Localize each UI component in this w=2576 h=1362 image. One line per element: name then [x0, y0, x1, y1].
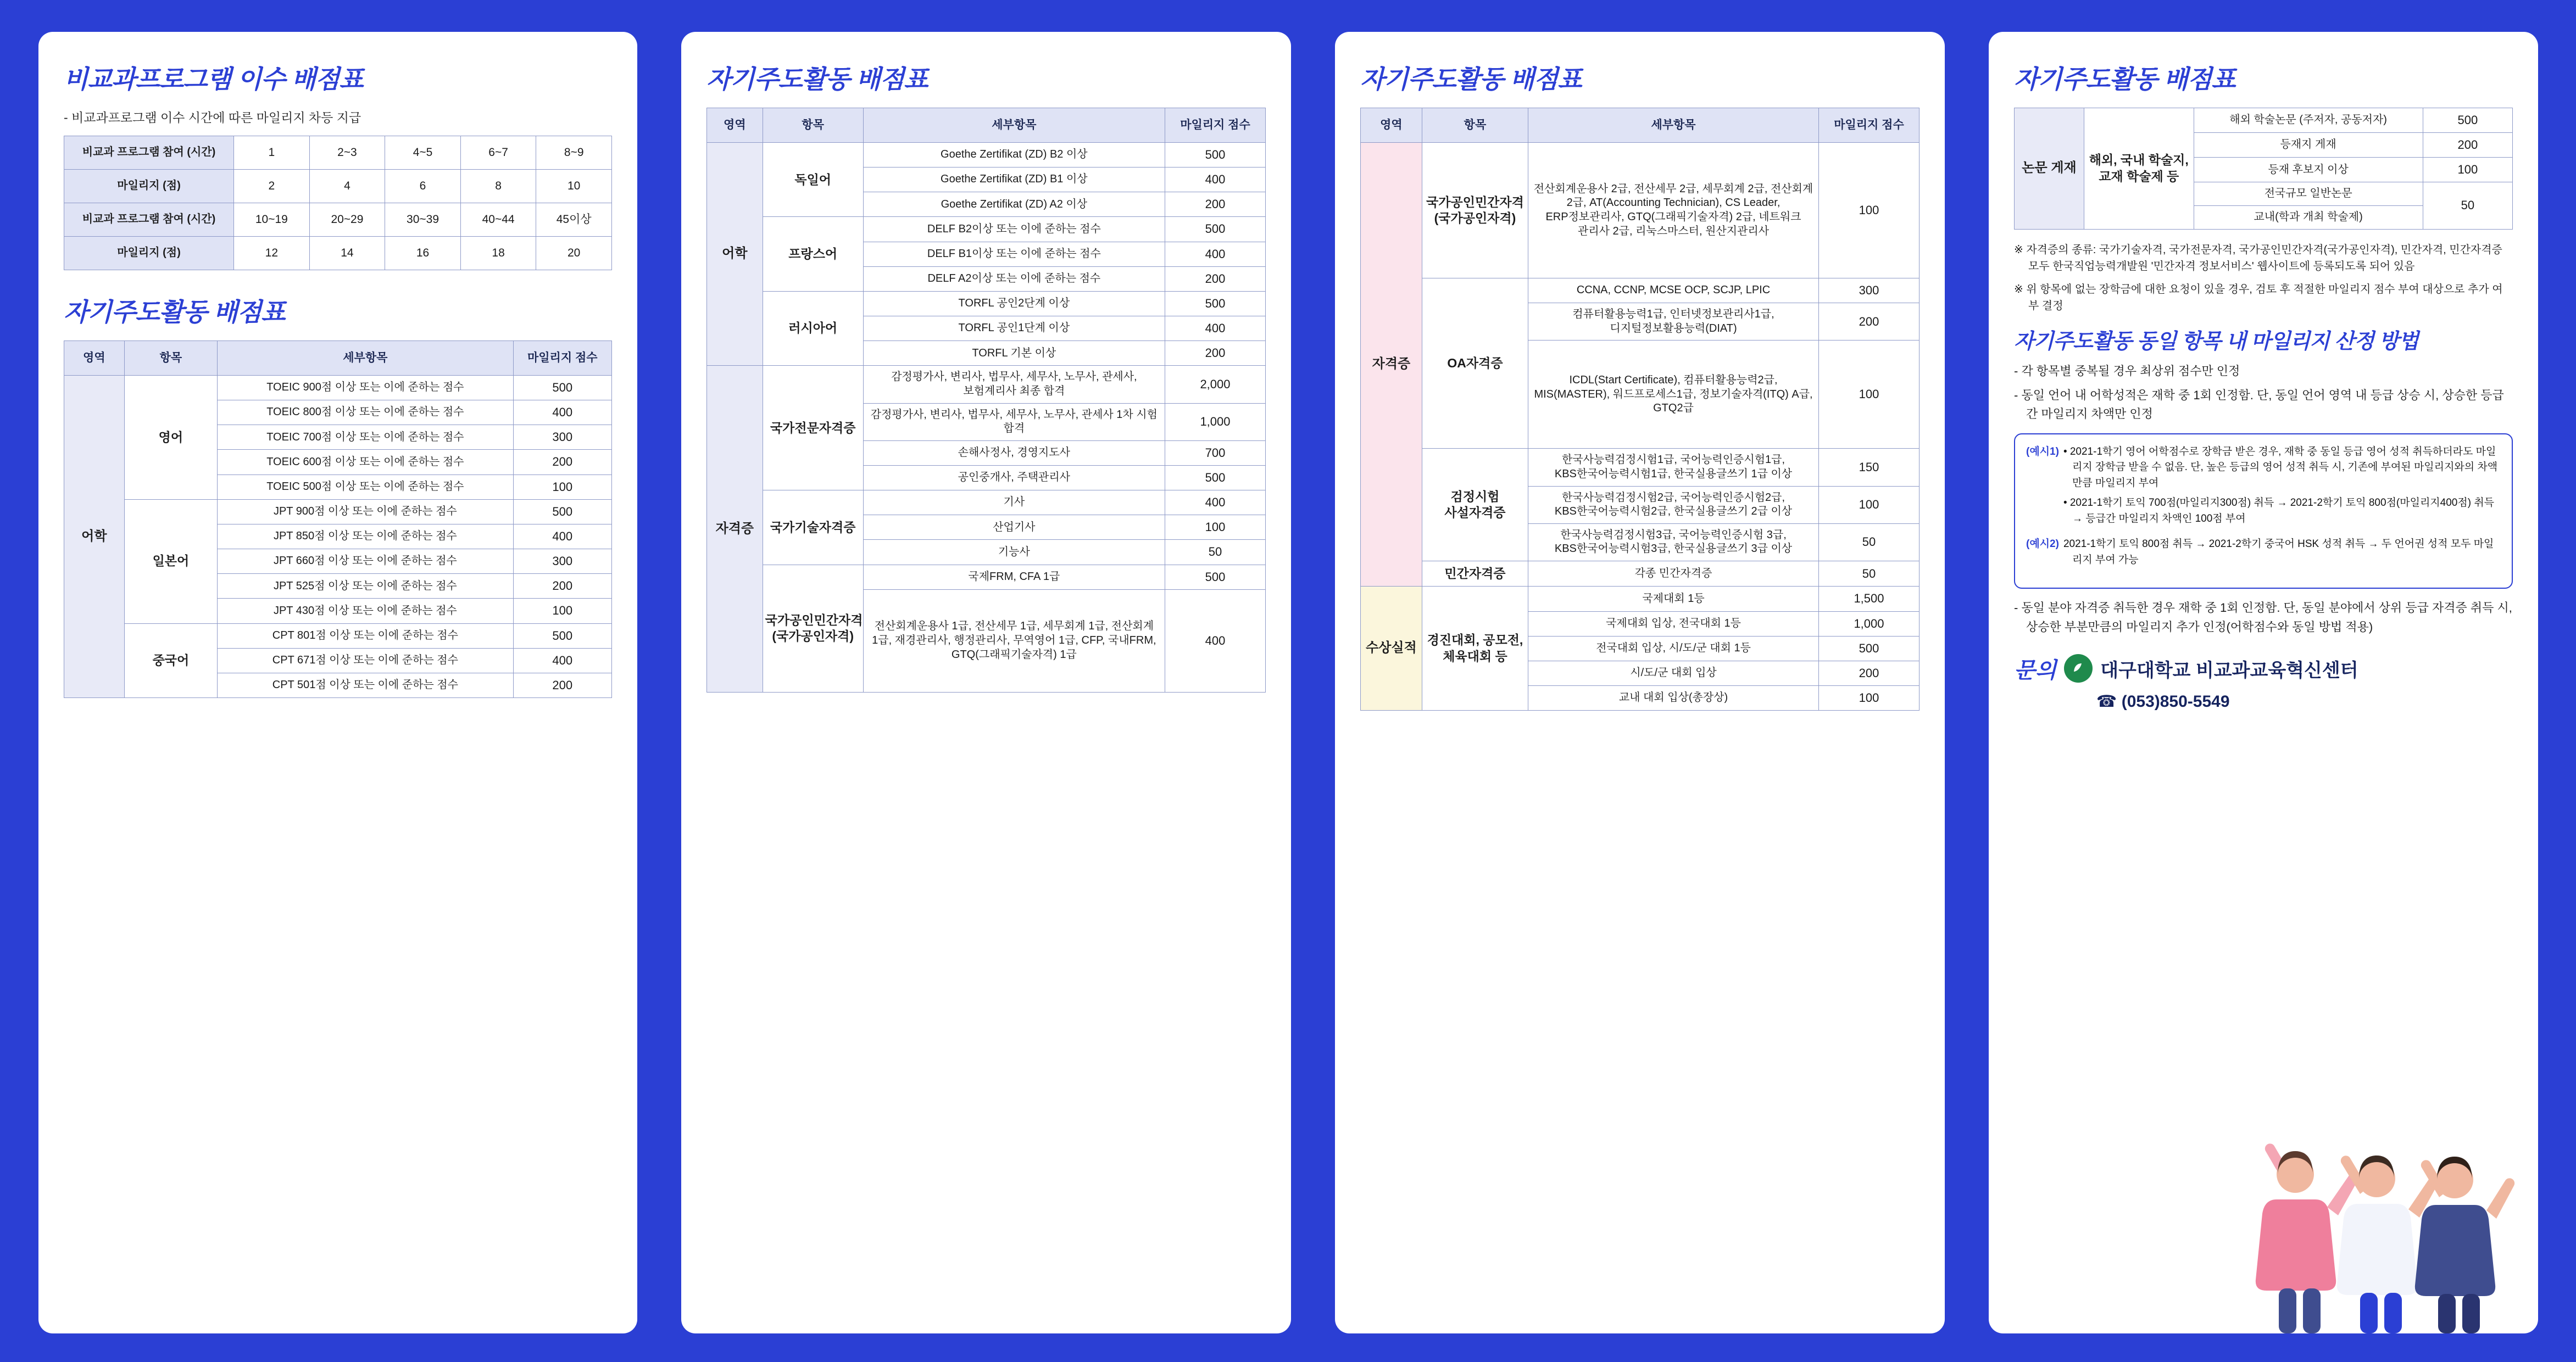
detail-cell: 한국사능력검정시험1급, 국어능력인증시험1급, KBS한국어능력시험1급, 한국실용글쓰기 1급 이상 — [1528, 449, 1819, 486]
detail-cell: TORFL 공인2단계 이상 — [863, 291, 1165, 316]
detail-cell: CPT 801점 이상 또는 이에 준하는 점수 — [218, 623, 513, 648]
leaf-icon — [2064, 654, 2093, 683]
rule-1: - 각 항목별 중복될 경우 최상위 점수만 인정 — [2014, 364, 2240, 378]
detail-cell: DELF B2이상 또는 이에 준하는 점수 — [863, 217, 1165, 242]
score-cell: 500 — [1165, 565, 1265, 589]
cell: 4~5 — [385, 136, 461, 170]
score-cell: 500 — [1165, 291, 1265, 316]
score-cell: 200 — [1818, 303, 1919, 340]
detail-cell: 산업기사 — [863, 515, 1165, 540]
table-row — [707, 490, 1266, 515]
item-cell: 중국어 — [124, 623, 217, 697]
detail-cell: JPT 430점 이상 또는 이에 준하는 점수 — [218, 599, 513, 623]
cell: 1 — [234, 136, 310, 170]
score-cell: 200 — [513, 673, 611, 697]
score-cell: 500 — [1165, 143, 1265, 168]
cell: 40~44 — [460, 203, 536, 237]
score-cell: 500 — [513, 623, 611, 648]
score-cell: 200 — [2423, 133, 2512, 158]
table-row — [1361, 143, 1920, 278]
score-cell: 100 — [1818, 340, 1919, 449]
method-title: 자기주도활동 동일 항목 내 마일리지 산정 방법 — [2014, 330, 2418, 353]
row-label: 비교과 프로그램 참여 (시간) — [64, 203, 234, 237]
score-cell: 100 — [1165, 515, 1265, 540]
col-item: 항목 — [763, 108, 863, 143]
cell: 14 — [309, 237, 385, 270]
detail-cell: Goethe Zertifikat (ZD) B2 이상 — [863, 143, 1165, 168]
card-extracurricular — [38, 32, 637, 1333]
table-row — [1361, 587, 1920, 611]
detail-cell: 기능사 — [863, 540, 1165, 565]
score-cell: 500 — [1165, 217, 1265, 242]
detail-cell: JPT 900점 이상 또는 이에 준하는 점수 — [218, 499, 513, 524]
item-cell: 국가전문자격증 — [763, 366, 863, 490]
score-cell: 500 — [513, 499, 611, 524]
area-cell: 어학 — [64, 376, 125, 698]
score-cell: 100 — [1818, 143, 1919, 278]
score-cell: 500 — [1165, 465, 1265, 490]
score-cell: 400 — [1165, 242, 1265, 266]
card-paper-and-rules — [1989, 32, 2538, 1333]
table-row — [707, 143, 1266, 168]
score-cell: 400 — [1165, 168, 1265, 192]
table-header-row — [1361, 108, 1920, 143]
row-label: 마일리지 (점) — [64, 170, 234, 203]
col-area: 영역 — [1361, 108, 1422, 143]
score-cell: 200 — [1165, 341, 1265, 366]
detail-cell: CPT 501점 이상 또는 이에 준하는 점수 — [218, 673, 513, 697]
example-1-line-2: • 2021-1학기 토익 700점(마일리지300점) 취득 → 2021-2학기 토익 800점(마일리지400점) 취득 → 등급간 마일리지 차액인 100점 부여 — [2063, 497, 2495, 524]
score-cell: 50 — [1818, 561, 1919, 586]
note-text: - 비교과프로그램 이수 시간에 따른 마일리지 차등 지급 — [64, 110, 361, 125]
row-label: 비교과 프로그램 참여 (시간) — [64, 136, 234, 170]
table-header-row — [64, 341, 612, 376]
detail-cell: TORFL 기본 이상 — [863, 341, 1165, 366]
col-area: 영역 — [707, 108, 763, 143]
score-cell: 400 — [1165, 589, 1265, 692]
page-title: 자기주도활동 배점표 — [706, 65, 928, 93]
area-cell: 자격증 — [707, 366, 763, 692]
detail-cell: CPT 671점 이상 또는 이에 준하는 점수 — [218, 648, 513, 673]
score-cell: 200 — [513, 574, 611, 599]
item-cell: 국가기술자격증 — [763, 490, 863, 565]
score-cell: 100 — [1818, 486, 1919, 523]
cell: 10~19 — [234, 203, 310, 237]
score-cell: 50 — [1818, 523, 1919, 561]
detail-cell: JPT 850점 이상 또는 이에 준하는 점수 — [218, 524, 513, 549]
rule-3: - 동일 분야 자격증 취득한 경우 재학 중 1회 인정함. 단, 동일 분야에서 상위 등급 자격증 취득 시, 상승한 부분만큼의 마일리지 추가 인정(어학점수와 동일 방법 적용) — [2014, 601, 2512, 634]
item-cell: OA자격증 — [1422, 278, 1528, 449]
table-row — [64, 376, 612, 400]
contact-label: 문의 — [2014, 658, 2057, 683]
area-cell: 논문 게재 — [2015, 108, 2084, 230]
cell: 18 — [460, 237, 536, 270]
score-cell: 1,000 — [1818, 611, 1919, 636]
detail-cell: 국제대회 입상, 전국대회 1등 — [1528, 611, 1819, 636]
item-cell: 해외, 국내 학술지, 교재 학술제 등 — [2084, 108, 2194, 230]
table-row — [707, 291, 1266, 316]
example-1-tag: (예시1) — [2026, 445, 2059, 457]
footnote-2: ※ 위 항목에 없는 장학금에 대한 요청이 있을 경우, 검토 후 적절한 마일리지 점수 부여 대상으로 추가 여부 결정 — [2014, 283, 2503, 312]
card-self-directed-3 — [1335, 32, 1945, 1333]
item-cell: 민간자격증 — [1422, 561, 1528, 586]
people-illustration — [2219, 1092, 2527, 1333]
detail-cell: TOEIC 900점 이상 또는 이에 준하는 점수 — [218, 376, 513, 400]
example-2 — [2026, 537, 2501, 572]
rule-list-last — [2014, 599, 2513, 636]
card-self-directed-2 — [681, 32, 1291, 1333]
cell: 6 — [385, 170, 461, 203]
table-row — [1361, 449, 1920, 486]
cell: 20~29 — [309, 203, 385, 237]
area-cell: 수상실적 — [1361, 587, 1422, 711]
detail-cell: TOEIC 800점 이상 또는 이에 준하는 점수 — [218, 400, 513, 425]
score-cell: 400 — [513, 648, 611, 673]
score-cell: 200 — [1818, 661, 1919, 685]
area-cell: 어학 — [707, 143, 763, 366]
hours-mileage-table — [64, 136, 612, 270]
phone-number: ☎ (053)850-5549 — [2096, 692, 2230, 711]
score-cell: 2,000 — [1165, 366, 1265, 403]
score-cell: 300 — [513, 425, 611, 450]
detail-cell: 국제FRM, CFA 1급 — [863, 565, 1165, 589]
self-directed-table-1 — [64, 340, 612, 698]
item-cell: 일본어 — [124, 499, 217, 623]
cell: 16 — [385, 237, 461, 270]
score-cell: 100 — [1818, 685, 1919, 710]
col-detail: 세부항목 — [863, 108, 1165, 143]
table-row — [707, 565, 1266, 589]
score-cell: 200 — [513, 450, 611, 475]
score-cell: 50 — [2423, 182, 2512, 229]
rule-2: - 동일 언어 내 어학성적은 재학 중 1회 인정함. 단, 동일 언어 영역 내 등급 상승 시, 상승한 등급 간 마일리지 차액만 인정 — [2014, 388, 2504, 421]
detail-cell: DELF A2이상 또는 이에 준하는 점수 — [863, 266, 1165, 291]
detail-cell: 감정평가사, 변리사, 법무사, 세무사, 노무사, 관세사 1차 시험 합격 — [863, 403, 1165, 440]
score-cell: 200 — [1165, 192, 1265, 217]
score-cell: 500 — [513, 376, 611, 400]
cell: 2~3 — [309, 136, 385, 170]
item-cell: 국가공인민간자격 (국가공인자격) — [763, 565, 863, 692]
detail-cell: TORFL 공인1단계 이상 — [863, 316, 1165, 341]
detail-cell: ICDL(Start Certificate), 컴퓨터활용능력2급, MIS(MASTER), 워드프로세스1급, 정보기술자격(ITQ) A급, GTQ2급 — [1528, 340, 1819, 449]
table-row — [707, 217, 1266, 242]
detail-cell: 컴퓨터활용능력1급, 인터넷정보관리사1급, 디지털정보활용능력(DIAT) — [1528, 303, 1819, 340]
score-cell: 500 — [2423, 108, 2512, 133]
col-detail: 세부항목 — [1528, 108, 1819, 143]
score-cell: 300 — [513, 549, 611, 574]
score-cell: 400 — [1165, 316, 1265, 341]
self-directed-table-3 — [1360, 108, 1920, 711]
col-score: 마일리지 점수 — [1818, 108, 1919, 143]
organization-name: 대구대학교 비교과교육혁신센터 — [2100, 660, 2358, 681]
cell: 4 — [309, 170, 385, 203]
row-label: 마일리지 (점) — [64, 237, 234, 270]
score-cell: 200 — [1165, 266, 1265, 291]
detail-cell: 교내 대회 입상(총장상) — [1528, 685, 1819, 710]
detail-cell: 해외 학술논문 (주저자, 공동저자) — [2194, 108, 2423, 133]
detail-cell: JPT 660점 이상 또는 이에 준하는 점수 — [218, 549, 513, 574]
score-cell: 400 — [513, 400, 611, 425]
col-item: 항목 — [124, 341, 217, 376]
cell: 30~39 — [385, 203, 461, 237]
score-cell: 1,000 — [1165, 403, 1265, 440]
score-cell: 100 — [513, 599, 611, 623]
detail-cell: 교내(학과 개최 학술제) — [2194, 206, 2423, 230]
detail-cell: TOEIC 600점 이상 또는 이에 준하는 점수 — [218, 450, 513, 475]
cell: 2 — [234, 170, 310, 203]
item-cell: 경진대회, 공모전, 체육대회 등 — [1422, 587, 1528, 711]
col-detail: 세부항목 — [218, 341, 513, 376]
contact-block — [2014, 653, 2513, 684]
detail-cell: DELF B1이상 또는 이에 준하는 점수 — [863, 242, 1165, 266]
score-cell: 50 — [1165, 540, 1265, 565]
table-row — [64, 170, 612, 203]
detail-cell: 각종 민간자격증 — [1528, 561, 1819, 586]
detail-cell: 한국사능력검정시험3급, 국어능력인증시험 3급, KBS한국어능력시험3급, 한국실용글쓰기 3급 이상 — [1528, 523, 1819, 561]
area-cell: 자격증 — [1361, 143, 1422, 587]
table-row — [64, 136, 612, 170]
score-cell: 100 — [513, 475, 611, 499]
cell: 10 — [536, 170, 612, 203]
page-title: 자기주도활동 배점표 — [1360, 65, 1582, 93]
item-cell: 프랑스어 — [763, 217, 863, 291]
rule-list — [2014, 362, 2513, 423]
item-cell: 검정시험 사설자격증 — [1422, 449, 1528, 561]
example-1-line-1: • 2021-1학기 영어 어학점수로 장학금 받은 경우, 재학 중 동일 등급 영어 성적 취득하더라도 마일리지 장학금 받을 수 없음. 단, 높은 등급의 영어 성적 취득 시, 기존에 부여된 마일리지와의 차액만큼 마일리지 부여 — [2063, 445, 2498, 489]
detail-cell: 한국사능력검정시험2급, 국어능력인증시험2급, KBS한국어능력시험2급, 한국실용글쓰기 2급 이상 — [1528, 486, 1819, 523]
detail-cell: JPT 525점 이상 또는 이에 준하는 점수 — [218, 574, 513, 599]
self-directed-table-2 — [706, 108, 1266, 693]
detail-cell: 전국대회 입상, 시/도/군 대회 1등 — [1528, 636, 1819, 661]
detail-cell: 기사 — [863, 490, 1165, 515]
item-cell: 국가공인민간자격 (국가공인자격) — [1422, 143, 1528, 278]
detail-cell: TOEIC 700점 이상 또는 이에 준하는 점수 — [218, 425, 513, 450]
item-cell: 영어 — [124, 376, 217, 500]
detail-cell: 국제대회 1등 — [1528, 587, 1819, 611]
detail-cell: Goethe Zertifikat (ZD) A2 이상 — [863, 192, 1165, 217]
score-cell: 300 — [1818, 278, 1919, 303]
score-cell: 1,500 — [1818, 587, 1919, 611]
table-row — [64, 237, 612, 270]
example-2-line-1: 2021-1학기 토익 800점 취득 → 2021-2학기 중국어 HSK 성적 취득 → 두 언어권 성적 모두 마일리지 부여 가능 — [2063, 538, 2494, 566]
table-row — [1361, 278, 1920, 303]
detail-cell: 감정평가사, 변리사, 법무사, 세무사, 노무사, 관세사, 보험계리사 최종 합격 — [863, 366, 1165, 403]
table-row — [2015, 108, 2513, 133]
detail-cell: 전산회계운용사 1급, 전산세무 1급, 세무회계 1급, 전산회계 1급, 재경관리사, 행정관리사, 무역영어 1급, CFP, 국내FRM, GTQ(그래픽기술자격) 1급 — [863, 589, 1165, 692]
detail-cell: 손해사정사, 경영지도사 — [863, 440, 1165, 465]
cell: 20 — [536, 237, 612, 270]
page-title: 자기주도활동 배점표 — [2014, 65, 2235, 93]
table-row — [707, 366, 1266, 403]
example-2-tag: (예시2) — [2026, 538, 2059, 550]
table-header-row — [707, 108, 1266, 143]
item-cell: 러시아어 — [763, 291, 863, 365]
table-row — [1361, 561, 1920, 586]
detail-cell: 공인중개사, 주택관리사 — [863, 465, 1165, 490]
table-row — [64, 499, 612, 524]
col-item: 항목 — [1422, 108, 1528, 143]
detail-cell: TOEIC 500점 이상 또는 이에 준하는 점수 — [218, 475, 513, 499]
item-cell: 독일어 — [763, 143, 863, 217]
footnote-1: ※ 자격증의 종류: 국가기술자격, 국가전문자격, 국가공인민간자격(국가공인자격), 민간자격, 민간자격증 모두 한국직업능력개발원 '민간자격 정보서비스' 웹사이트에 등록되도록 되어 있음 — [2014, 243, 2502, 272]
example-1 — [2026, 444, 2501, 532]
col-score: 마일리지 점수 — [1165, 108, 1265, 143]
detail-cell: CCNA, CCNP, MCSE OCP, SCJP, LPIC — [1528, 278, 1819, 303]
detail-cell: 시/도/군 대회 입상 — [1528, 661, 1819, 685]
col-area: 영역 — [64, 341, 125, 376]
table-row — [64, 203, 612, 237]
detail-cell: Goethe Zertifikat (ZD) B1 이상 — [863, 168, 1165, 192]
score-cell: 400 — [1165, 490, 1265, 515]
score-cell: 150 — [1818, 449, 1919, 486]
example-box — [2014, 433, 2513, 589]
score-cell: 500 — [1818, 636, 1919, 661]
detail-cell: 등재 후보지 이상 — [2194, 158, 2423, 182]
cell: 12 — [234, 237, 310, 270]
paper-table — [2014, 108, 2513, 230]
cell: 8 — [460, 170, 536, 203]
detail-cell: 전국규모 일반논문 — [2194, 182, 2423, 206]
detail-cell: 등재지 게재 — [2194, 133, 2423, 158]
cell: 45이상 — [536, 203, 612, 237]
col-score: 마일리지 점수 — [513, 341, 611, 376]
table-row — [64, 623, 612, 648]
page-title: 비교과프로그램 이수 배점표 — [64, 65, 363, 93]
page-subtitle: 자기주도활동 배점표 — [64, 298, 285, 326]
detail-cell: 전산회계운용사 2급, 전산세무 2급, 세무회계 2급, 전산회계 2급, AT(Accounting Technician), CS Leader, ERP정보관리사, GTQ(그래픽기술자격) 2급, 네트워크 관리사 2급, 리눅스마스터, 원산지관리사 — [1528, 143, 1819, 278]
footnotes — [2014, 242, 2513, 314]
score-cell: 100 — [2423, 158, 2512, 182]
cell: 8~9 — [536, 136, 612, 170]
cell: 6~7 — [460, 136, 536, 170]
score-cell: 700 — [1165, 440, 1265, 465]
score-cell: 400 — [513, 524, 611, 549]
